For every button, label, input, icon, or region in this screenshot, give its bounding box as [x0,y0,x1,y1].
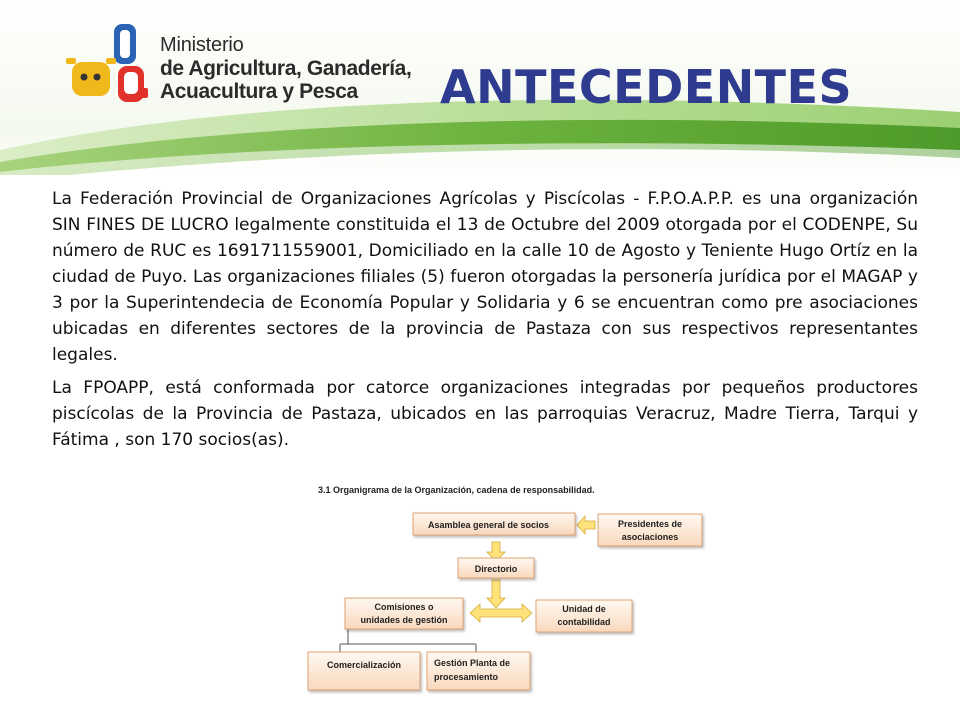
node-planta-label-1: Gestión Planta de [434,658,511,668]
node-comisiones-label-2: unidades de gestión [360,615,448,625]
arrow-presidentes-to-asamblea [577,516,595,534]
node-contabilidad-label-1: Unidad de [562,604,606,614]
body-text [52,186,918,460]
node-directorio-label: Directorio [474,564,518,574]
node-comisiones-label-1: Comisiones o [374,602,434,612]
ministry-line-2: de Agricultura, Ganadería, [160,57,412,80]
node-comercializacion [308,652,420,690]
org-chart-caption: 3.1 Organigrama de la Organización, cadena de responsabilidad. [318,485,595,495]
node-directorio [458,558,534,578]
node-presidentes [598,514,702,546]
arrow-comisiones-contabilidad [470,604,532,622]
node-asamblea [413,513,575,535]
ministry-line-3: Acuacultura y Pesca [160,80,358,103]
paragraph-1: La Federación Provincial de Organizaciones Agrícolas y Piscícolas - F.P.O.A.P.P. es una organización SIN FINES DE LUCRO legalmente constituida el 13 de Octubre del 2009 otorgada por el CODENPE, Su número de RUC es 1691711559001, Domiciliado en la calle 10 de Agosto y Teniente Hugo Ortíz en la ciudad de Puyo. Las organizaciones filiales (5) fueron otorgadas la personería jurídica por el MAGAP y 3 por la Superintendecia de Economía Popular y Solidaria y 6 se encuentran como pre asociaciones ubicadas en diferentes sectores de la provincia de Pastaza con sus respectivos representantes legales. [52,189,918,365]
node-contabilidad-label-2: contabilidad [557,617,611,627]
node-comercializacion-label: Comercialización [326,660,402,670]
node-asamblea-label: Asamblea general de socios [428,520,550,530]
paragraph-2: La FPOAPP, está conformada por catorce organizaciones integradas por pequeños productores piscícolas de la Provincia de Pastaza, ubicados en las parroquias Veracruz, Madre Tierra, Tarqui y Fátima , son 170 socios(as). [52,378,918,450]
ministry-logo-icon [66,22,166,108]
node-comisiones [345,598,463,629]
ministry-line-1: Ministerio [160,34,244,56]
slide-title: ANTECEDENTES [440,60,853,114]
node-contabilidad [536,600,632,632]
node-presidentes-label-1: Presidentes de [617,519,683,529]
ministry-name [160,34,411,103]
org-chart [300,498,720,698]
arrow-directorio-to-comisiones [487,580,505,608]
node-presidentes-label-2: asociaciones [621,532,679,542]
node-planta [427,652,530,690]
node-planta-label-2: procesamiento [434,672,499,682]
